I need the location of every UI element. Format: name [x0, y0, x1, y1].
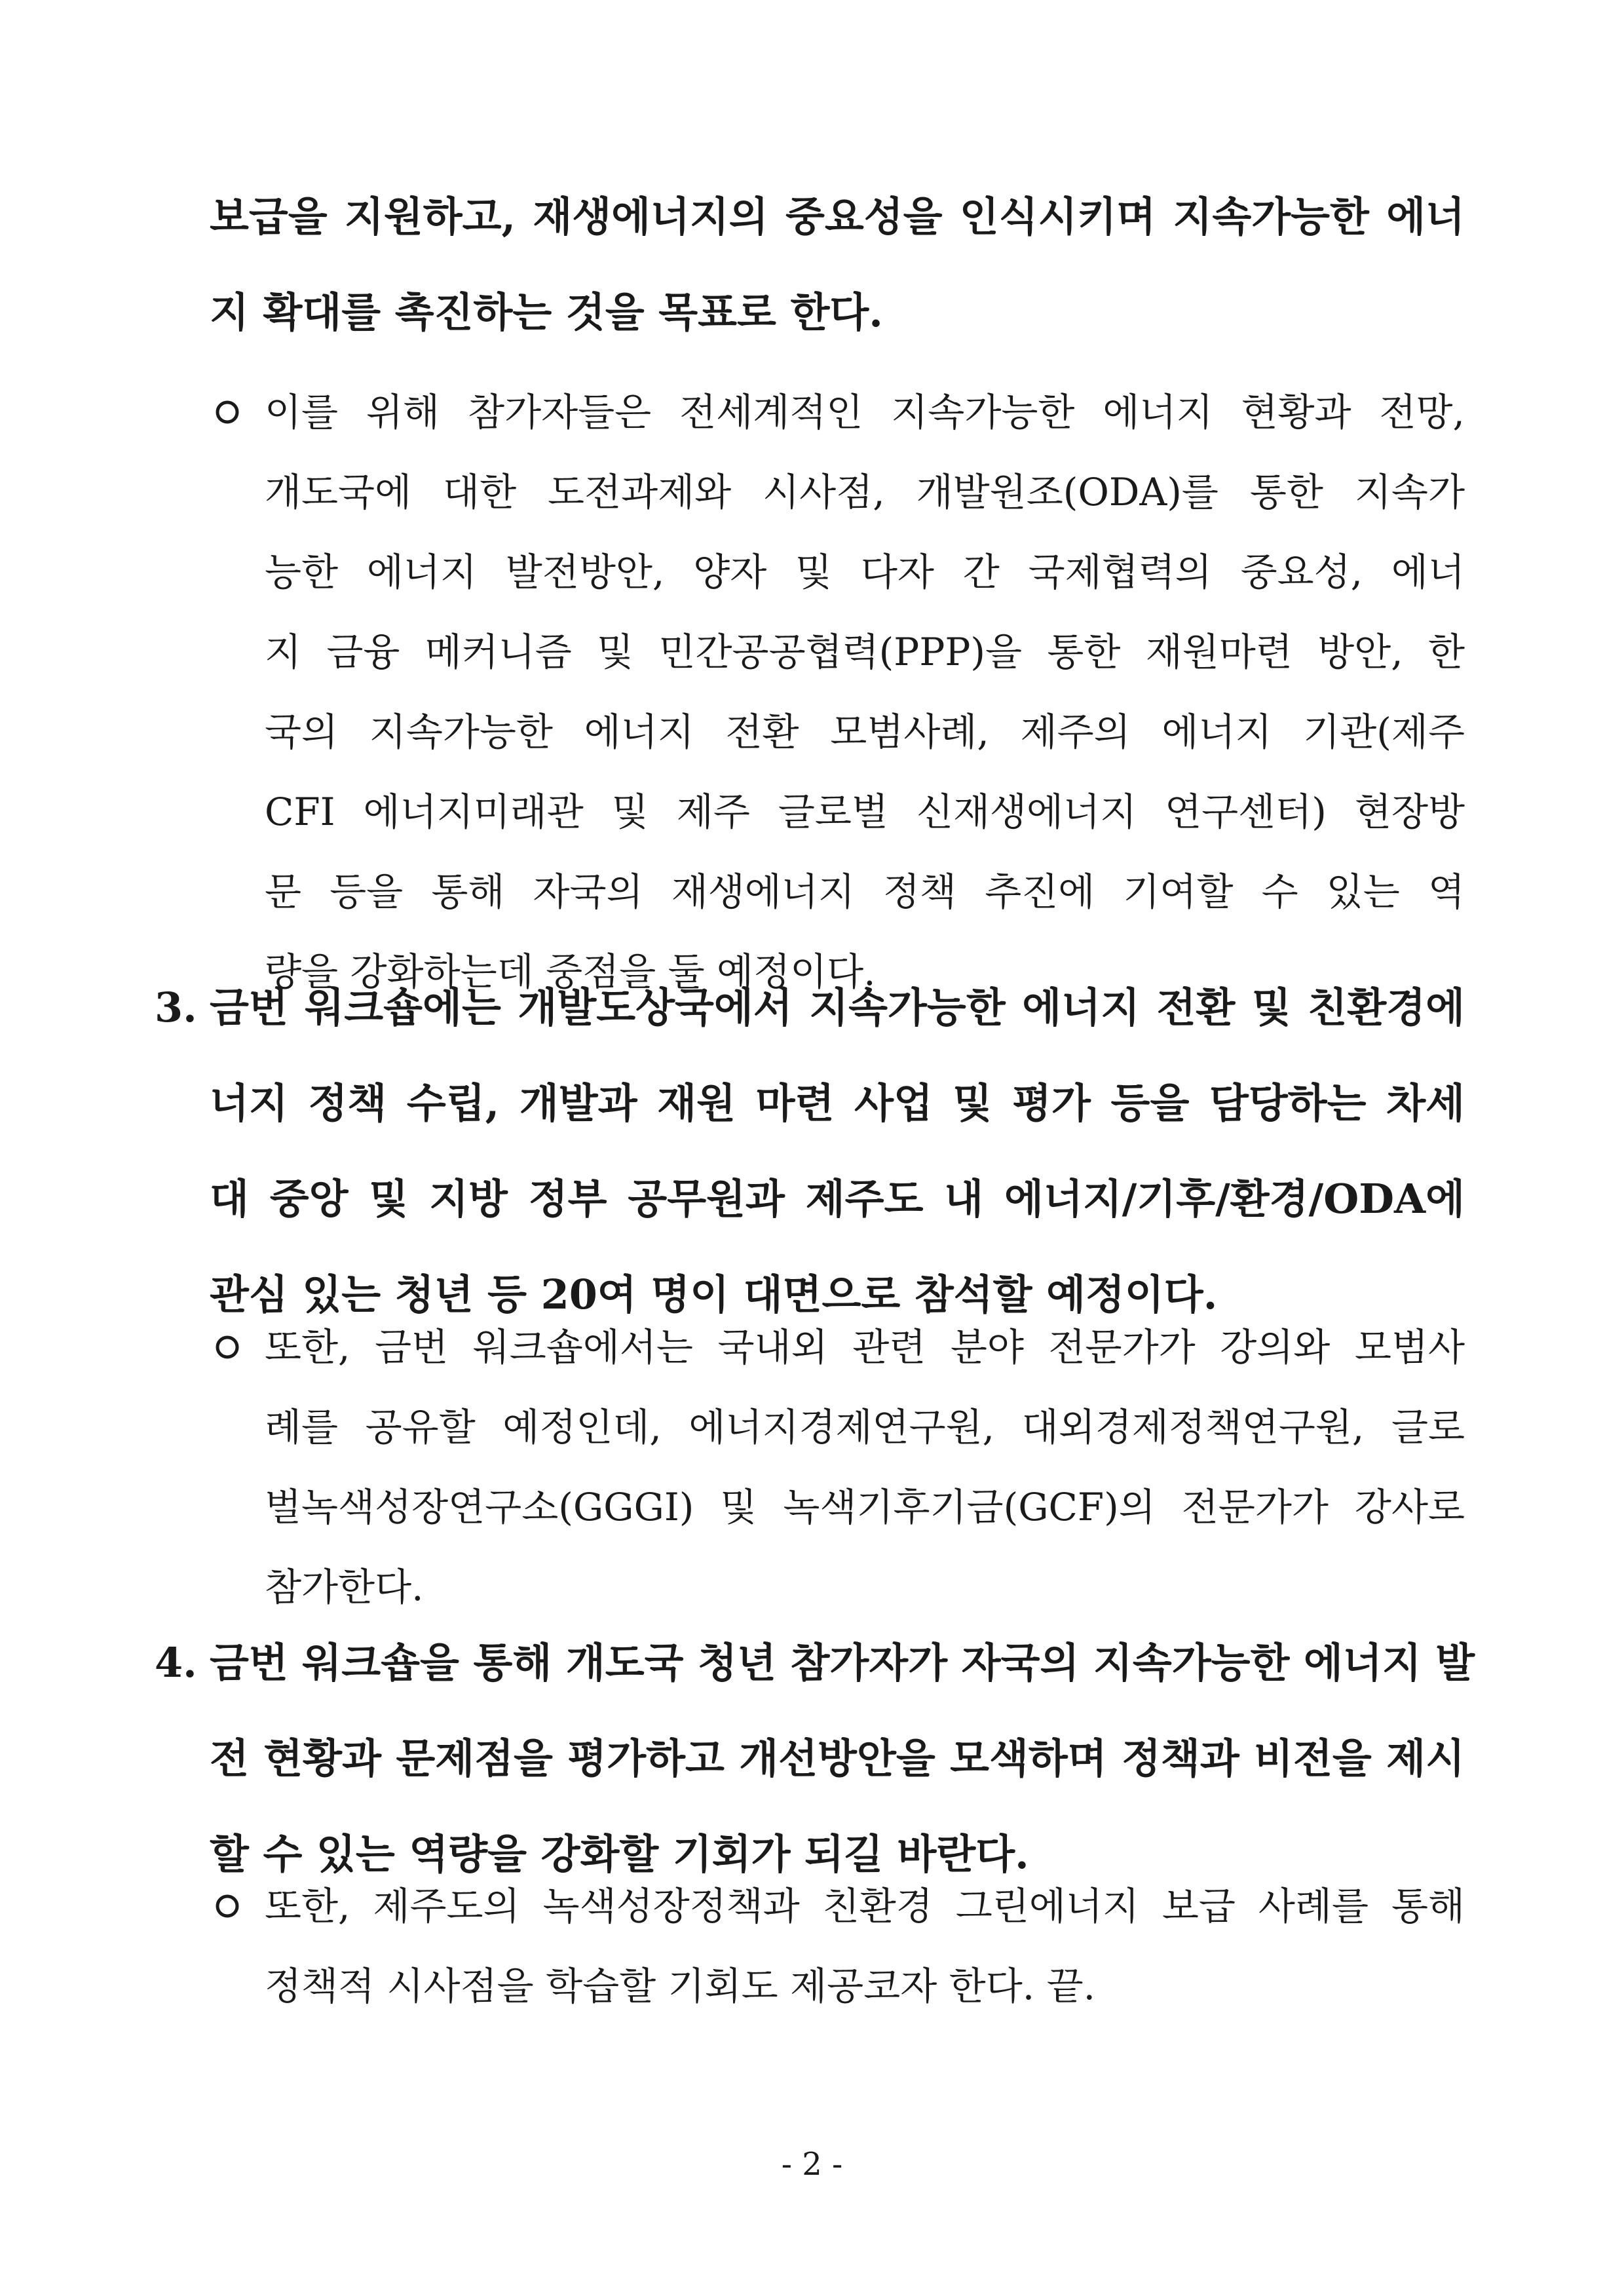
section-4-number: 4.	[155, 1639, 197, 1687]
bullet-paragraph-1	[265, 372, 1465, 1012]
intro-line-2: 지 확대를 촉진하는 것을 목표로 한다.	[210, 288, 883, 336]
section3-line-3: 대 중앙 및 지방 정부 공무원과 제주도 내 에너지/기후/환경/ODA에	[210, 1175, 1465, 1223]
section-4-paragraph	[155, 1615, 1475, 1902]
section4-line-1: 금번 워크숍을 통해 개도국 청년 참가자가 자국의 지속가능한 에너지 발	[210, 1639, 1475, 1687]
intro-paragraph	[210, 169, 1465, 360]
section3-line-2: 너지 정책 수립, 개발과 재원 마련 사업 및 평가 등을 담당하는 차세	[210, 1079, 1465, 1127]
section-3-number: 3.	[155, 984, 197, 1031]
bullet1-line-4: 지 금융 메커니즘 및 민간공공협력(PPP)을 통한 재원마련 방안, 한	[265, 630, 1465, 674]
bullet2-line-3: 벌녹색성장연구소(GGGI) 및 녹색기후기금(GCF)의 전문가가 강사로	[265, 1485, 1465, 1529]
section3-line-1: 금번 워크숍에는 개발도상국에서 지속가능한 에너지 전환 및 친환경에	[210, 984, 1465, 1031]
bullet2-line-1: 또한, 금번 워크숍에서는 국내외 관련 분야 전문가가 강의와 모범사	[265, 1325, 1465, 1369]
open-circle-bullet-icon	[210, 1307, 245, 1387]
open-circle-bullet-icon	[210, 372, 245, 452]
bullet2-line-2: 례를 공유할 예정인데, 에너지경제연구원, 대외경제정책연구원, 글로	[265, 1405, 1465, 1449]
bullet3-line-1: 또한, 제주도의 녹색성장정책과 친환경 그린에너지 보급 사례를 통해	[265, 1884, 1465, 1928]
section4-line-2: 전 현황과 문제점을 평가하고 개선방안을 모색하며 정책과 비전을 제시	[210, 1734, 1465, 1782]
intro-line-1: 보급을 지원하고, 재생에너지의 중요성을 인식시키며 지속가능한 에너	[210, 193, 1465, 240]
bullet2-line-4: 참가한다.	[265, 1565, 424, 1609]
bullet1-line-7: 문 등을 통해 자국의 재생에너지 정책 추진에 기여할 수 있는 역	[265, 870, 1465, 914]
bullet1-line-8: 량을 강화하는데 중점을 둘 예정이다.	[265, 949, 876, 994]
bullet1-line-6: CFI 에너지미래관 및 제주 글로벌 신재생에너지 연구센터) 현장방	[265, 790, 1465, 834]
bullet1-line-3: 능한 에너지 발전방안, 양자 및 다자 간 국제협력의 중요성, 에너	[265, 550, 1465, 594]
section-3-paragraph	[155, 960, 1465, 1343]
bullet1-line-1: 이를 위해 참가자들은 전세계적인 지속가능한 에너지 현황과 전망,	[265, 390, 1465, 434]
bullet-paragraph-2	[265, 1307, 1465, 1627]
bullet3-line-2: 정책적 시사점을 학습할 기회도 제공코자 한다. 끝.	[265, 1964, 1096, 2008]
bullet1-line-2: 개도국에 대한 도전과제와 시사점, 개발원조(ODA)를 통한 지속가	[265, 470, 1465, 514]
open-circle-bullet-icon	[210, 1866, 245, 1946]
page-number: - 2 -	[781, 2146, 843, 2183]
bullet-paragraph-3	[265, 1866, 1465, 2026]
bullet1-line-5: 국의 지속가능한 에너지 전환 모범사례, 제주의 에너지 기관(제주	[265, 710, 1465, 754]
section4-line-3: 할 수 있는 역량을 강화할 기회가 되길 바란다.	[210, 1830, 1029, 1878]
section3-line-4: 관심 있는 청년 등 20여 명이 대면으로 참석할 예정이다.	[210, 1271, 1218, 1318]
